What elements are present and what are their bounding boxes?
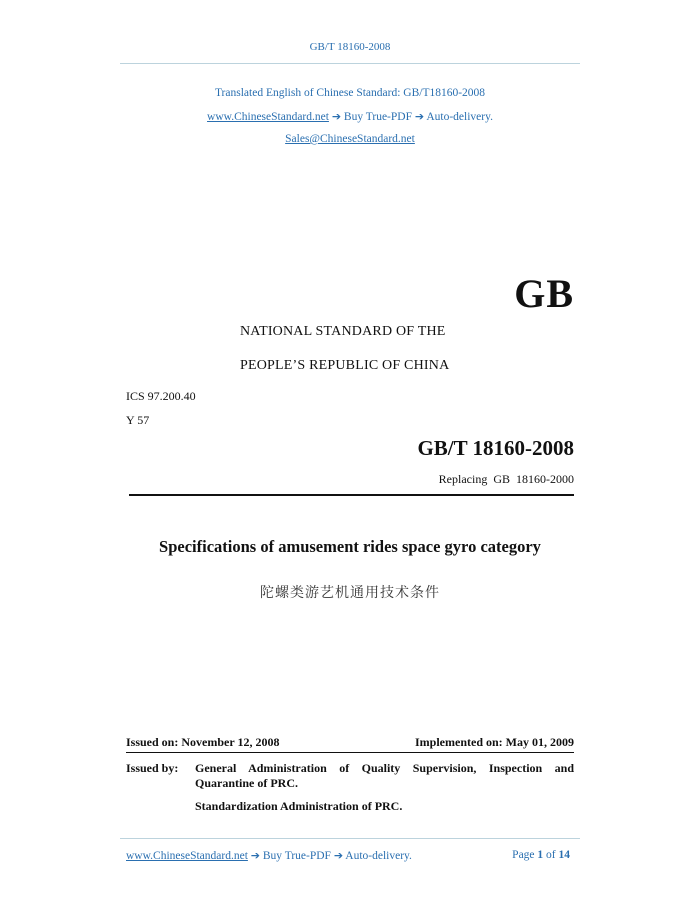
footer-divider xyxy=(120,838,580,839)
sales-line xyxy=(0,133,700,145)
title-rule xyxy=(129,494,574,496)
promo-line: Translated English of Chinese Standard: GB/T18160-2008 xyxy=(214,87,486,99)
right-arrow-icon: ➔ xyxy=(250,849,260,862)
issuer-authority-1: General Administration of Quality Supervision, Inspection and Quarantine of PRC. xyxy=(195,761,574,790)
right-arrow-icon: ➔ xyxy=(331,110,342,123)
site-link[interactable]: www.ChineseStandard.net xyxy=(207,111,329,123)
header-divider xyxy=(120,63,580,64)
right-arrow-icon: ➔ xyxy=(333,849,344,862)
national-standard-line2: PEOPLE’S REPUBLIC OF CHINA xyxy=(240,358,450,373)
gb-logo: GB xyxy=(514,271,574,316)
promo-buy-line xyxy=(0,110,700,123)
issued-date: Issued on: November 12, 2008 xyxy=(126,735,280,749)
page-label: Page xyxy=(512,849,535,861)
page-total: 14 xyxy=(558,849,570,861)
standard-number: GB/T 18160-2008 xyxy=(417,436,574,460)
implemented-date: Implemented on: May 01, 2009 xyxy=(415,735,574,749)
page-current: 1 xyxy=(537,849,544,861)
document-title-cn: 陀螺类游艺机通用技术条件 xyxy=(260,585,440,601)
replacing-note: Replacing GB 18160-2000 xyxy=(438,472,574,486)
right-arrow-icon: ➔ xyxy=(414,110,425,123)
national-standard-line1: NATIONAL STANDARD OF THE xyxy=(240,324,446,339)
page-of: of xyxy=(546,849,556,861)
footer-promo xyxy=(126,849,412,862)
footer-delivery-text: Auto-delivery. xyxy=(345,850,412,862)
classification-code: Y 57 xyxy=(126,413,150,427)
delivery-text: Auto-delivery. xyxy=(426,111,493,123)
buy-text: Buy True-PDF xyxy=(343,111,412,123)
issuer-authority-2: Standardization Administration of PRC. xyxy=(195,799,403,813)
page-indicator xyxy=(512,849,570,861)
sales-email-link[interactable]: Sales@ChineseStandard.net xyxy=(285,133,415,145)
ics-code: ICS 97.200.40 xyxy=(126,389,196,403)
running-header: GB/T 18160-2008 xyxy=(309,41,391,53)
document-title-en: Specifications of amusement rides space gyro category xyxy=(159,537,541,556)
dates-rule xyxy=(126,752,574,753)
issued-by-label: Issued by: xyxy=(126,761,179,775)
footer-buy-text: Buy True-PDF xyxy=(262,850,331,862)
footer-site-link[interactable]: www.ChineseStandard.net xyxy=(126,850,248,862)
